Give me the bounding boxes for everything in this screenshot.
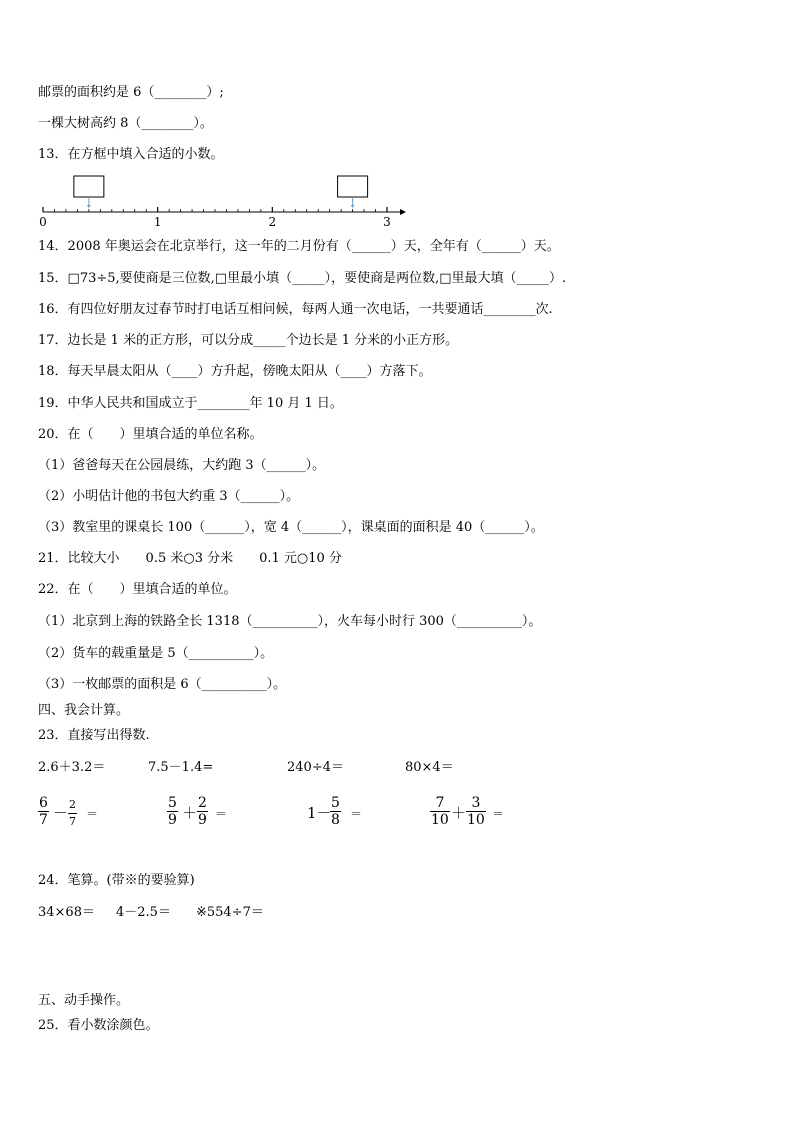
written-calc-2: 4－2.5＝: [116, 905, 171, 920]
number-line-labels: [39, 215, 391, 229]
equals-sign: ＝: [350, 807, 363, 821]
question-20-2: （2）小明估计他的书包大约重 3（______）。: [38, 489, 300, 504]
answer-box: [338, 176, 368, 197]
question-22-3: （3）一枚邮票的面积是 6（__________）。: [38, 677, 287, 692]
whole-number-minus: 1－: [307, 804, 332, 822]
pointer-arrowhead: [351, 205, 355, 208]
question-25: 25．看小数涂颜色。: [38, 1018, 159, 1033]
operator-minus: －: [53, 804, 69, 822]
number-line-ticks: [43, 207, 387, 212]
tick-label: 2: [268, 215, 277, 229]
section-4-heading: 四、我会计算。: [38, 703, 130, 718]
fraction-5-8: 5 8: [331, 795, 340, 828]
unit-fill-tree-height: 一棵大树高约 8（________）。: [38, 116, 213, 131]
unit-fill-stamp-area: 邮票的面积约是 6（________）;: [38, 85, 224, 100]
number-line-figure: [34, 172, 414, 232]
question-16: 16．有四位好朋友过春节时打电话互相问候，每两人通一次电话，一共要通话________次.: [38, 302, 553, 317]
question-15: 15．□73÷5,要使商是三位数,□里最小填（_____），要使商是两位数,□里最大填（_____）.: [38, 271, 567, 286]
fraction-2-9: 2 9: [198, 795, 207, 828]
equals-sign: ＝: [86, 807, 99, 821]
equals-sign: ＝: [215, 807, 228, 821]
question-22: 22．在（ ）里填合适的单位。: [38, 582, 237, 597]
operator-plus: ＋: [451, 804, 467, 822]
question-22-1: （1）北京到上海的铁路全长 1318（__________），火车每小时行 300（__________）。: [38, 614, 542, 629]
calc-item-3: 240÷4＝: [287, 760, 344, 775]
fraction-5-9: 5 9: [168, 795, 177, 828]
calc-item-1: 2.6＋3.2＝: [38, 760, 106, 775]
answer-box: [74, 176, 104, 197]
calc-item-2: 7.5－1.4=: [148, 760, 214, 775]
question-22-2: （2）货车的载重量是 5（__________）。: [38, 646, 274, 661]
question-20-3: （3）教室里的课桌长 100（______），宽 4（______），课桌面的面积是 40（______）。: [38, 520, 544, 535]
tick-label: 3: [383, 215, 391, 229]
question-17: 17．边长是 1 米的正方形，可以分成_____个边长是 1 分米的小正方形。: [38, 333, 459, 348]
tick-label: 0: [39, 215, 47, 229]
question-13: 13．在方框中填入合适的小数。: [38, 147, 224, 162]
fraction-6-7: 6 7: [39, 795, 48, 828]
operator-plus: ＋: [182, 804, 198, 822]
question-19: 19．中华人民共和国成立于________年 10 月 1 日。: [38, 396, 343, 411]
fraction-2-7: 2 7: [69, 798, 76, 828]
fraction-3-10: 3 10: [467, 795, 485, 828]
calc-item-4: 80×4＝: [405, 760, 454, 775]
question-24: 24．笔算。(带※的要验算): [38, 873, 195, 888]
question-20-1: （1）爸爸每天在公园晨练，大约跑 3（______）。: [38, 458, 326, 473]
written-calc-3: ※554÷7＝: [196, 905, 264, 920]
question-18: 18．每天早晨太阳从（____）方升起，傍晚太阳从（____）方落下。: [38, 364, 432, 379]
written-calc-1: 34×68＝: [38, 905, 95, 920]
question-23: 23．直接写出得数.: [38, 728, 150, 743]
question-20: 20．在（ ）里填合适的单位名称。: [38, 427, 263, 442]
tick-label: 1: [153, 215, 162, 229]
section-5-heading: 五、动手操作。: [38, 993, 130, 1008]
pointer-arrowhead: [87, 205, 91, 208]
number-line-arrow: [400, 209, 406, 215]
question-14: 14．2008 年奥运会在北京举行，这一年的二月份有（______）天，全年有（______）天。: [38, 239, 560, 254]
equals-sign: ＝: [492, 807, 505, 821]
number-line-boxes: [74, 176, 368, 208]
question-21: 21．比较大小 0.5 米○3 分米 0.1 元○10 分: [38, 551, 342, 566]
fraction-7-10: 7 10: [431, 795, 449, 828]
